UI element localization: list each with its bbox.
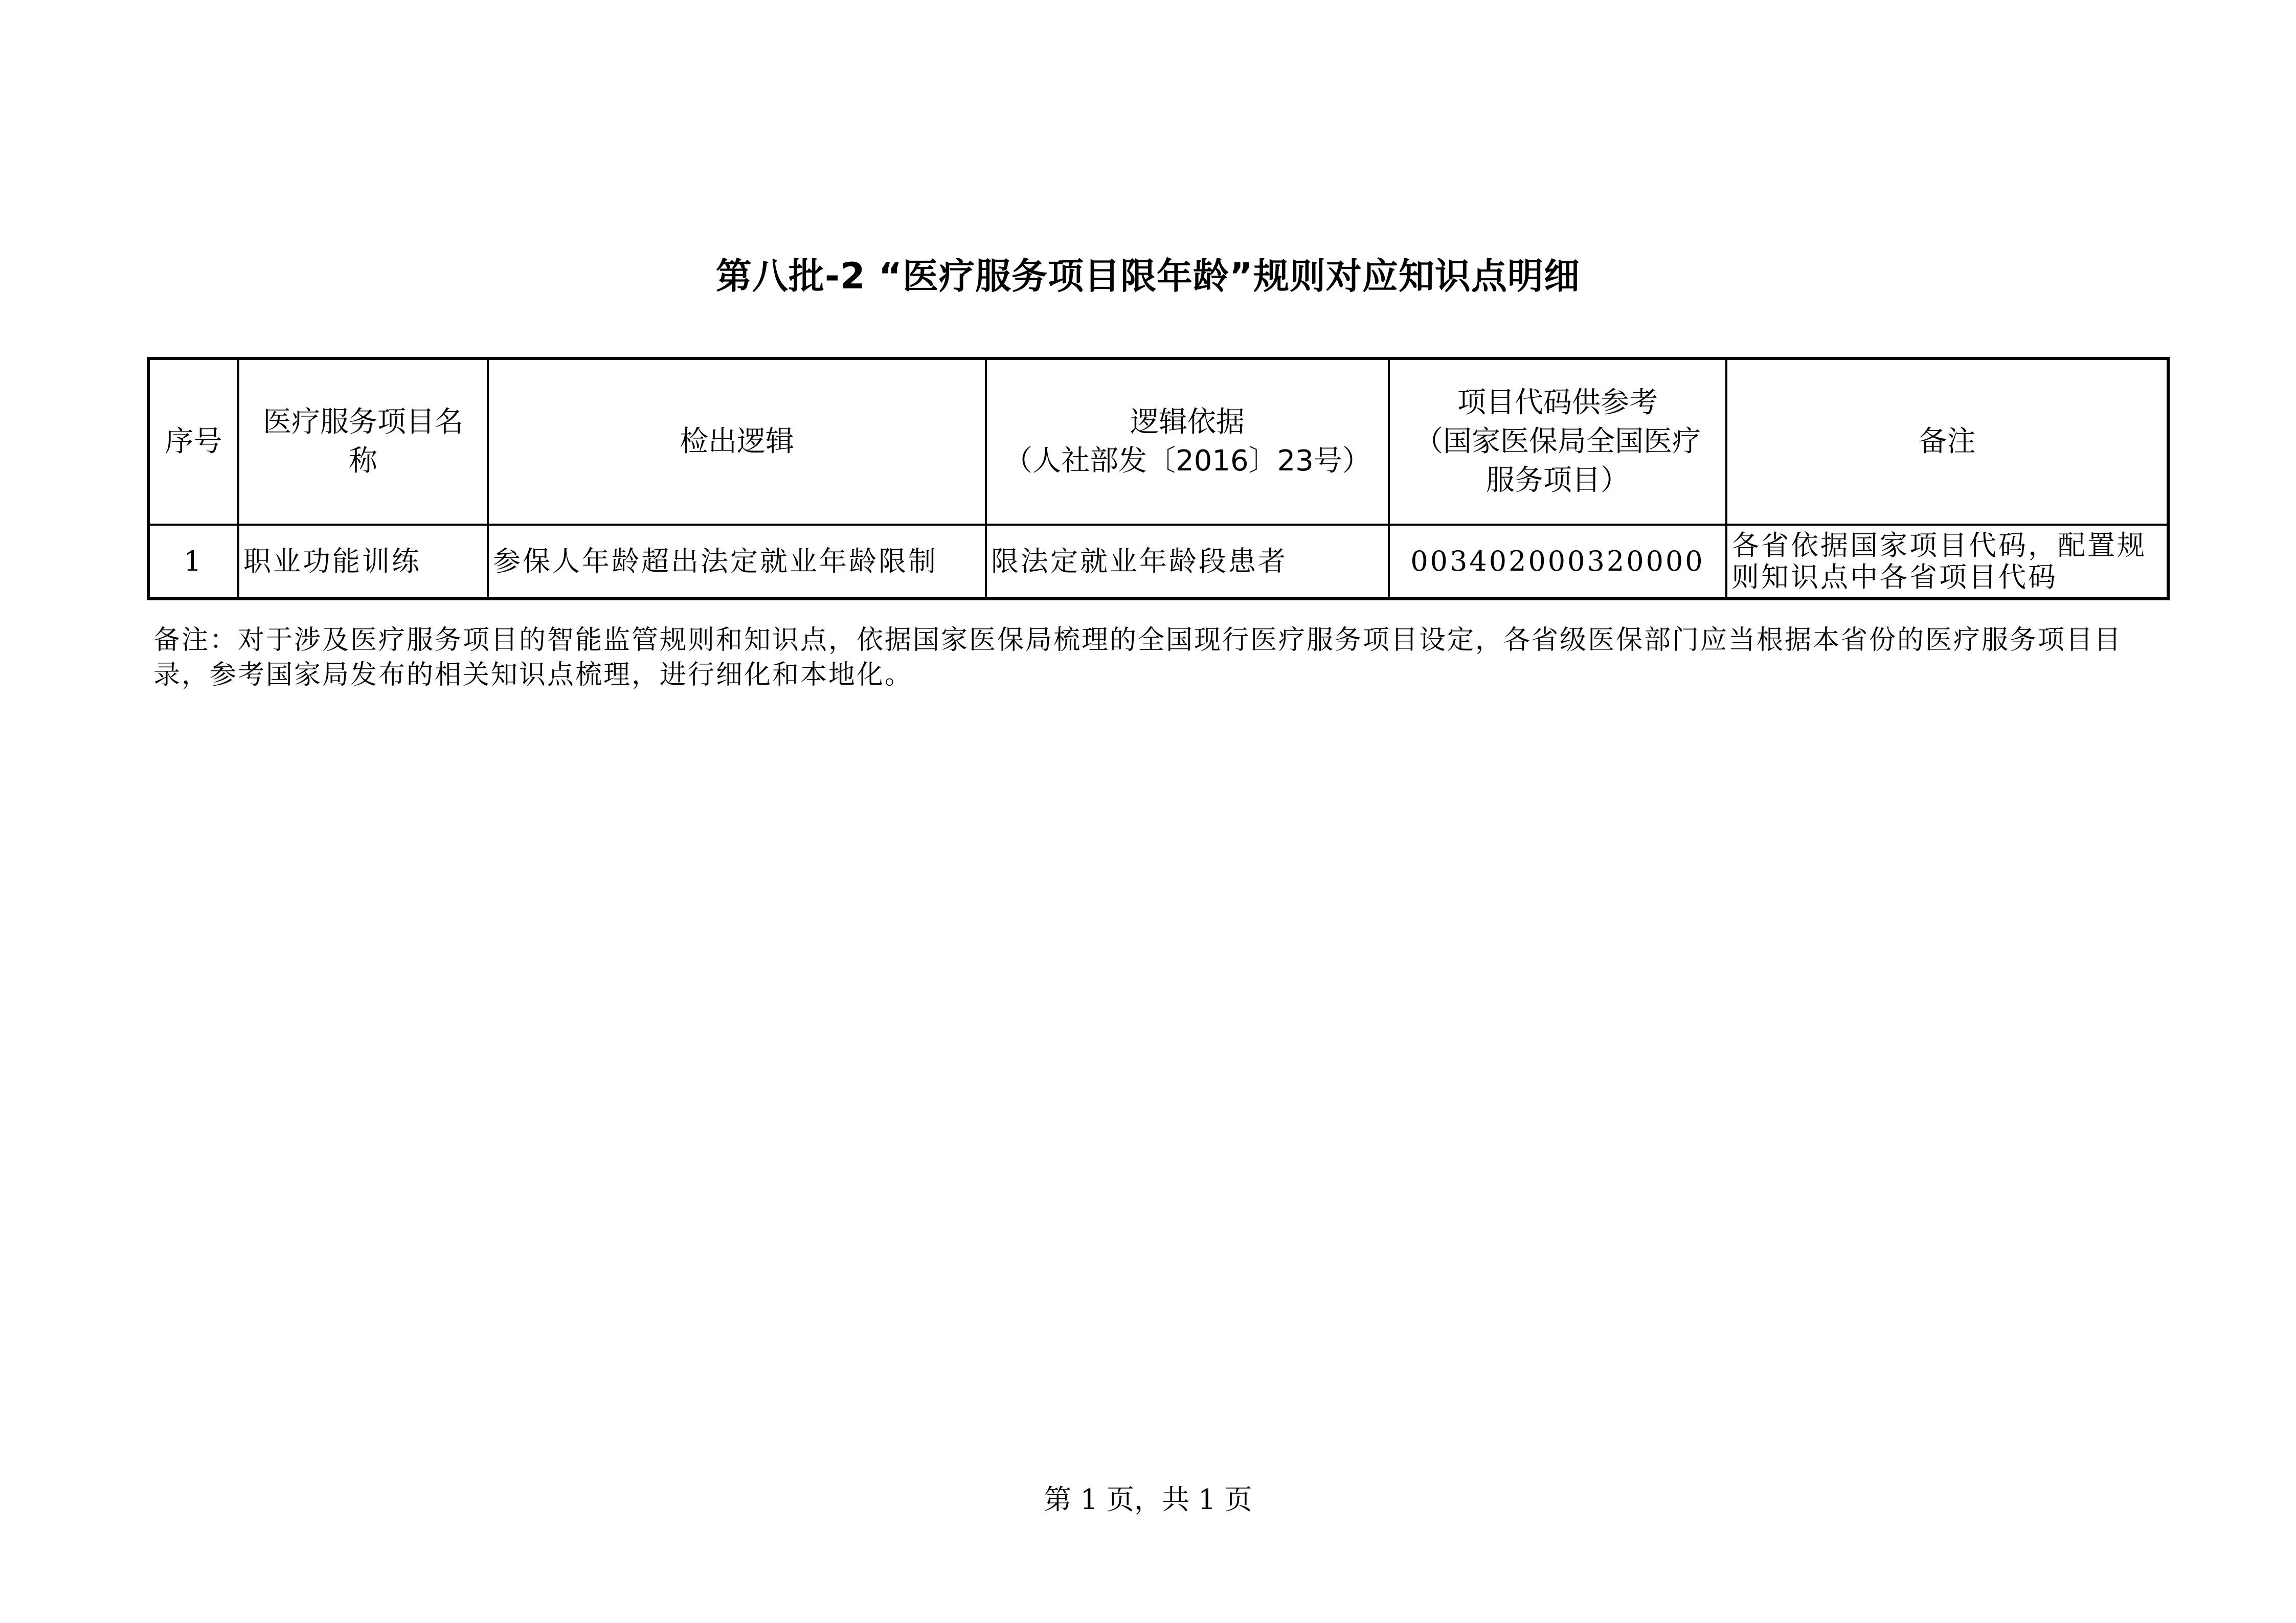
header-item-name [238,358,488,525]
cell-basis: 限法定就业年龄段患者 [986,525,1389,599]
cell-remark: 各省依据国家项目代码，配置规则知识点中各省项目代码 [1726,525,2168,599]
cell-seq: 1 [148,525,238,599]
table-header-row [148,358,2168,525]
header-item-name-line1: 医疗服务项目名 [263,405,463,439]
cell-code: 003402000320000 [1389,525,1726,599]
header-seq: 序号 [148,358,238,525]
header-logic: 检出逻辑 [488,358,986,525]
header-code [1389,358,1726,525]
header-basis-line2: （人社部发〔2016〕23号） [1004,444,1371,478]
page-title: 第八批-2 “医疗服务项目限年龄”规则对应知识点明细 [715,255,1581,297]
footnote: 备注：对于涉及医疗服务项目的智能监管规则和知识点，依据国家医保局梳理的全国现行医疗服务项目设定，各省级医保部门应当根据本省份的医疗服务项目目录，参考国家局发布的相关知识点梳理，进行细化和本地化。 [153,625,2123,690]
rules-table [147,357,2170,600]
table-row [148,525,2168,599]
header-code-line3: 服务项目） [1486,464,1629,497]
header-code-line1: 项目代码供参考 [1457,386,1658,419]
header-basis-line1: 逻辑依据 [1130,405,1245,439]
cell-logic: 参保人年龄超出法定就业年龄限制 [488,525,986,599]
header-remark: 备注 [1726,358,2168,525]
cell-item-name: 职业功能训练 [238,525,488,599]
page-footer: 第 1 页，共 1 页 [1044,1483,1252,1516]
header-code-line2: （国家医保局全国医疗 [1414,425,1701,458]
header-item-name-line2: 称 [349,444,377,478]
header-basis [986,358,1389,525]
